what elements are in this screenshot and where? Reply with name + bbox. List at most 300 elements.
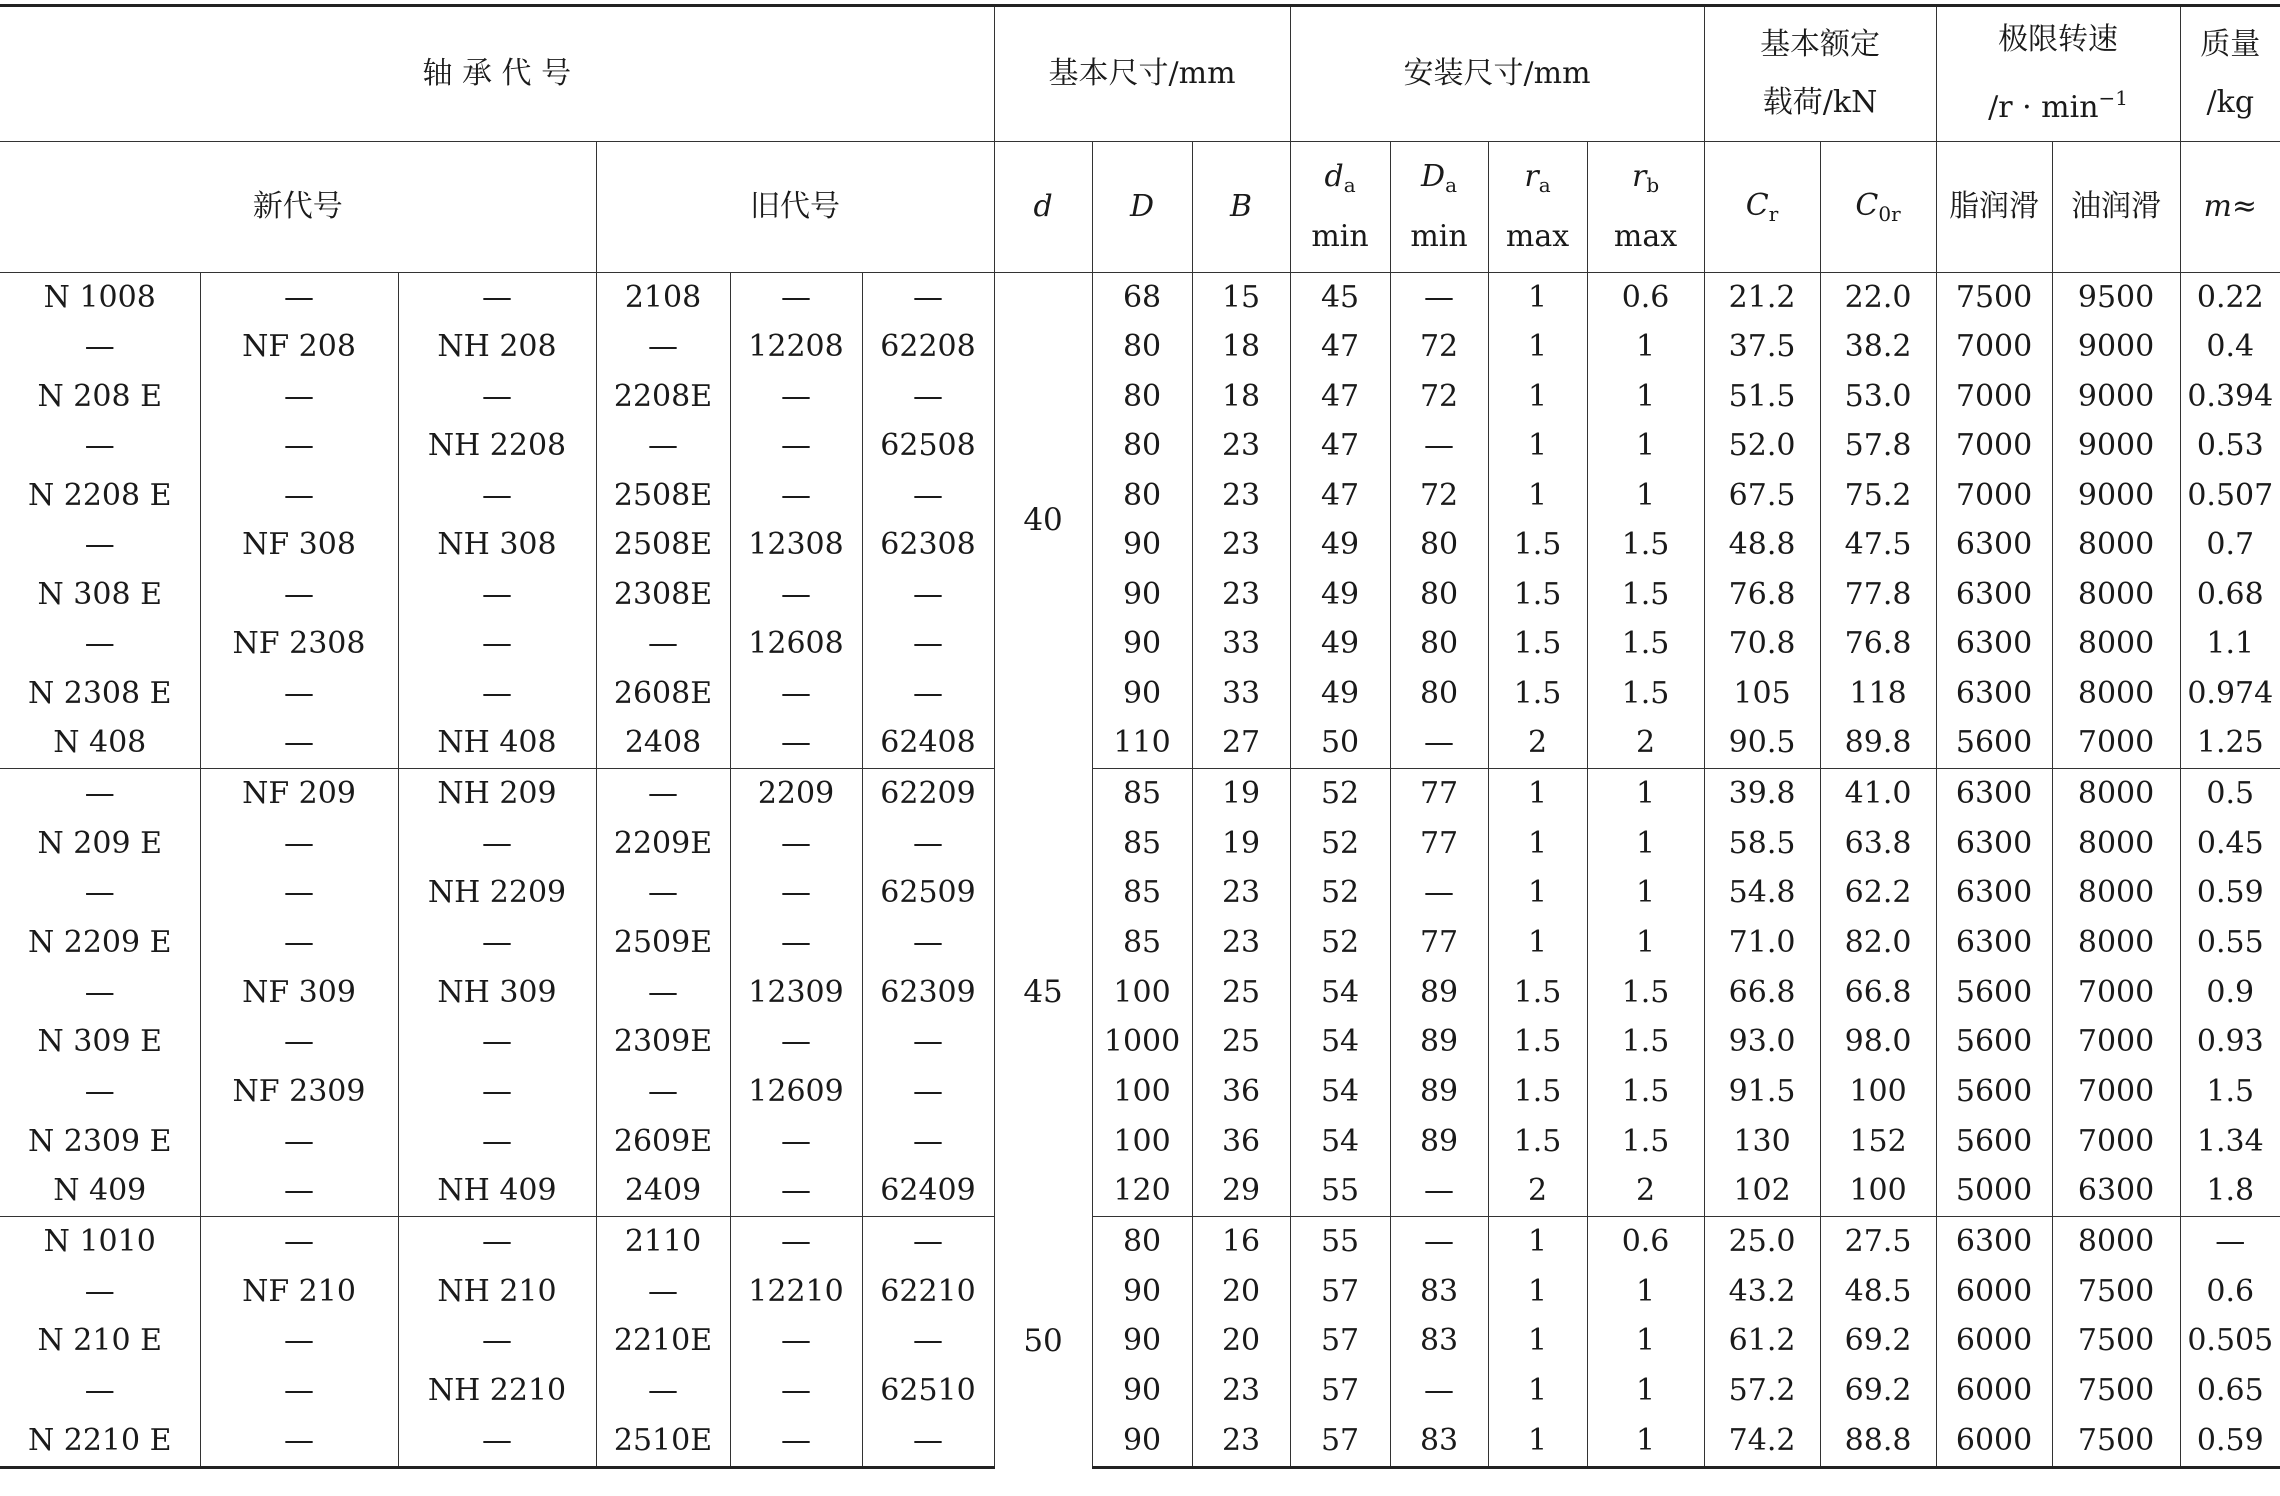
cell-ra: 1 xyxy=(1488,1416,1587,1467)
cell-Cr: 57.2 xyxy=(1704,1366,1820,1416)
cell-da: 57 xyxy=(1290,1366,1390,1416)
cell-grease-speed: 7000 xyxy=(1936,323,2052,373)
cell-new-code-nh: — xyxy=(398,1117,596,1167)
cell-old-code-c: — xyxy=(862,1067,994,1117)
cell-mass: 0.68 xyxy=(2180,570,2280,620)
cell-Cr: 130 xyxy=(1704,1117,1820,1167)
cell-new-code-nh: — xyxy=(398,1317,596,1367)
cell-Da: 83 xyxy=(1390,1317,1488,1367)
cell-Cr: 93.0 xyxy=(1704,1017,1820,1067)
cell-C0r: 48.5 xyxy=(1820,1267,1936,1317)
cell-Da: 89 xyxy=(1390,968,1488,1018)
cell-old-code-c: 62508 xyxy=(862,422,994,472)
cell-D: 80 xyxy=(1092,422,1192,472)
cell-new-code-n: — xyxy=(84,1073,115,1109)
cell-ra: 1.5 xyxy=(1488,1017,1587,1067)
cell-old-code-a: 2509E xyxy=(596,918,730,968)
cell-Cr: 43.2 xyxy=(1704,1267,1820,1317)
cell-rb: 1.5 xyxy=(1587,968,1704,1018)
cell-old-code-c: 62309 xyxy=(862,968,994,1018)
cell-old-code-c: — xyxy=(862,1317,994,1367)
cell-mass: 0.9 xyxy=(2180,968,2280,1018)
cell-old-code-b: — xyxy=(730,372,862,422)
bearing-table xyxy=(0,4,2280,1469)
cell-rb: 1.5 xyxy=(1587,1067,1704,1117)
cell-C0r: 63.8 xyxy=(1820,819,1936,869)
cell-new-code-n: — xyxy=(84,626,115,662)
cell-d: 45 xyxy=(994,769,1092,1217)
cell-oil-speed: 7500 xyxy=(2052,1267,2180,1317)
header-Da-min: $D_a$ min xyxy=(1390,142,1488,273)
cell-new-code-nf: NF 2309 xyxy=(200,1067,398,1117)
cell-old-code-c: — xyxy=(862,918,994,968)
cell-Da: — xyxy=(1390,1217,1488,1267)
cell-old-code-c: — xyxy=(862,1117,994,1167)
cell-C0r: 69.2 xyxy=(1820,1366,1936,1416)
cell-oil-speed: 7000 xyxy=(2052,968,2180,1018)
cell-old-code-c: — xyxy=(862,570,994,620)
cell-D: 100 xyxy=(1092,968,1192,1018)
cell-ra: 1.5 xyxy=(1488,968,1587,1018)
cell-old-code-a: 2308E xyxy=(596,570,730,620)
cell-B: 19 xyxy=(1192,819,1290,869)
cell-old-code-a: 2409 xyxy=(596,1167,730,1217)
cell-Cr: 66.8 xyxy=(1704,968,1820,1018)
cell-mass: 0.45 xyxy=(2180,819,2280,869)
cell-rb: 1.5 xyxy=(1587,1117,1704,1167)
cell-old-code-c: — xyxy=(862,1416,994,1467)
cell-Da: 72 xyxy=(1390,323,1488,373)
cell-Da: 72 xyxy=(1390,471,1488,521)
cell-rb: 1 xyxy=(1587,1416,1704,1467)
cell-new-code-nh: — xyxy=(398,1017,596,1067)
cell-ra: 2 xyxy=(1488,1167,1587,1217)
cell-mass: 1.1 xyxy=(2180,620,2280,670)
cell-rb: 1 xyxy=(1587,918,1704,968)
cell-C0r: 62.2 xyxy=(1820,868,1936,918)
cell-old-code-a: 2408 xyxy=(596,719,730,769)
cell-D: 85 xyxy=(1092,819,1192,869)
cell-grease-speed: 6300 xyxy=(1936,669,2052,719)
cell-oil-speed: 8000 xyxy=(2052,819,2180,869)
cell-grease-speed: 6300 xyxy=(1936,620,2052,670)
cell-old-code-c: 62210 xyxy=(862,1267,994,1317)
table-row xyxy=(0,422,2280,472)
cell-da: 45 xyxy=(1290,273,1390,323)
cell-Cr: 67.5 xyxy=(1704,471,1820,521)
cell-mass: 0.55 xyxy=(2180,918,2280,968)
cell-Cr: 91.5 xyxy=(1704,1067,1820,1117)
cell-D: 1000 xyxy=(1092,1017,1192,1067)
cell-Da: 89 xyxy=(1390,1117,1488,1167)
cell-Cr: 37.5 xyxy=(1704,323,1820,373)
cell-mass: — xyxy=(2180,1217,2280,1267)
cell-da: 49 xyxy=(1290,570,1390,620)
cell-D: 85 xyxy=(1092,769,1192,819)
cell-da: 54 xyxy=(1290,1067,1390,1117)
cell-new-code-nh: NH 209 xyxy=(398,769,596,819)
cell-ra: 1.5 xyxy=(1488,1067,1587,1117)
cell-Da: 72 xyxy=(1390,372,1488,422)
cell-da: 52 xyxy=(1290,918,1390,968)
cell-new-code-nh: NH 2209 xyxy=(398,868,596,918)
cell-new-code-nf: — xyxy=(200,471,398,521)
cell-grease-speed: 5600 xyxy=(1936,1067,2052,1117)
cell-mass: 0.505 xyxy=(2180,1317,2280,1367)
cell-B: 29 xyxy=(1192,1167,1290,1217)
cell-mass: 1.8 xyxy=(2180,1167,2280,1217)
cell-new-code-nf: — xyxy=(200,1167,398,1217)
cell-grease-speed: 6300 xyxy=(1936,570,2052,620)
cell-grease-speed: 5600 xyxy=(1936,1117,2052,1167)
cell-Da: 77 xyxy=(1390,819,1488,869)
cell-B: 36 xyxy=(1192,1067,1290,1117)
cell-D: 80 xyxy=(1092,372,1192,422)
cell-C0r: 100 xyxy=(1820,1167,1936,1217)
cell-old-code-b: 12308 xyxy=(730,521,862,571)
cell-oil-speed: 8000 xyxy=(2052,521,2180,571)
table-row xyxy=(0,1366,2280,1416)
cell-C0r: 41.0 xyxy=(1820,769,1936,819)
bearing-table-container xyxy=(0,4,2280,1469)
cell-oil-speed: 9000 xyxy=(2052,471,2180,521)
cell-old-code-c: — xyxy=(862,471,994,521)
cell-Cr: 54.8 xyxy=(1704,868,1820,918)
cell-new-code-n: N 208 E xyxy=(37,378,162,414)
cell-C0r: 98.0 xyxy=(1820,1017,1936,1067)
cell-rb: 2 xyxy=(1587,1167,1704,1217)
cell-C0r: 118 xyxy=(1820,669,1936,719)
cell-grease-speed: 6300 xyxy=(1936,868,2052,918)
cell-B: 15 xyxy=(1192,273,1290,323)
cell-Cr: 52.0 xyxy=(1704,422,1820,472)
cell-old-code-a: — xyxy=(596,1067,730,1117)
cell-Cr: 39.8 xyxy=(1704,769,1820,819)
header-rated-load: 基本额定 载荷/kN xyxy=(1704,6,1936,142)
cell-grease-speed: 6000 xyxy=(1936,1366,2052,1416)
table-row xyxy=(0,273,2280,323)
cell-new-code-nh: NH 309 xyxy=(398,968,596,1018)
cell-rb: 1.5 xyxy=(1587,1017,1704,1067)
cell-B: 23 xyxy=(1192,868,1290,918)
cell-new-code-nf: — xyxy=(200,819,398,869)
cell-Cr: 90.5 xyxy=(1704,719,1820,769)
cell-old-code-a: — xyxy=(596,1366,730,1416)
cell-old-code-a: — xyxy=(596,1267,730,1317)
cell-oil-speed: 9000 xyxy=(2052,372,2180,422)
header-da-min: $d_a$ min xyxy=(1290,142,1390,273)
cell-ra: 1 xyxy=(1488,1366,1587,1416)
cell-Cr: 25.0 xyxy=(1704,1217,1820,1267)
cell-new-code-nf: — xyxy=(200,1416,398,1467)
cell-old-code-a: — xyxy=(596,422,730,472)
cell-old-code-c: 62209 xyxy=(862,769,994,819)
cell-new-code-n: — xyxy=(84,974,115,1010)
cell-da: 55 xyxy=(1290,1167,1390,1217)
cell-old-code-a: 2210E xyxy=(596,1317,730,1367)
cell-mass: 1.34 xyxy=(2180,1117,2280,1167)
cell-C0r: 77.8 xyxy=(1820,570,1936,620)
cell-D: 100 xyxy=(1092,1117,1192,1167)
cell-D: 85 xyxy=(1092,918,1192,968)
cell-ra: 1 xyxy=(1488,372,1587,422)
cell-old-code-a: 2208E xyxy=(596,372,730,422)
cell-ra: 1.5 xyxy=(1488,620,1587,670)
cell-oil-speed: 7500 xyxy=(2052,1416,2180,1467)
cell-D: 80 xyxy=(1092,1217,1192,1267)
cell-old-code-a: 2508E xyxy=(596,471,730,521)
cell-grease-speed: 6000 xyxy=(1936,1416,2052,1467)
cell-old-code-a: — xyxy=(596,323,730,373)
cell-new-code-nh: — xyxy=(398,1416,596,1467)
cell-grease-speed: 6300 xyxy=(1936,1217,2052,1267)
cell-Da: 80 xyxy=(1390,620,1488,670)
cell-grease-speed: 6300 xyxy=(1936,521,2052,571)
cell-da: 47 xyxy=(1290,323,1390,373)
cell-da: 57 xyxy=(1290,1267,1390,1317)
header-new-code: 新代号 xyxy=(0,142,596,273)
cell-rb: 1 xyxy=(1587,372,1704,422)
cell-Da: 80 xyxy=(1390,521,1488,571)
cell-ra: 1.5 xyxy=(1488,570,1587,620)
cell-old-code-b: — xyxy=(730,1217,862,1267)
table-row xyxy=(0,570,2280,620)
table-group-40 xyxy=(0,273,2280,769)
cell-new-code-nh: NH 308 xyxy=(398,521,596,571)
cell-new-code-nh: NH 208 xyxy=(398,323,596,373)
cell-Da: 89 xyxy=(1390,1017,1488,1067)
header-mass: 质量 /kg xyxy=(2180,6,2280,142)
cell-C0r: 22.0 xyxy=(1820,273,1936,323)
cell-Da: — xyxy=(1390,1167,1488,1217)
cell-oil-speed: 9500 xyxy=(2052,273,2180,323)
cell-da: 52 xyxy=(1290,769,1390,819)
cell-mass: 0.4 xyxy=(2180,323,2280,373)
header-limit-speed: 极限转速 $/r \cdot \min^{-1}$ xyxy=(1936,6,2180,142)
cell-B: 36 xyxy=(1192,1117,1290,1167)
cell-new-code-nf: — xyxy=(200,273,398,323)
cell-old-code-a: 2209E xyxy=(596,819,730,869)
cell-new-code-nh: — xyxy=(398,1217,596,1267)
cell-Cr: 51.5 xyxy=(1704,372,1820,422)
cell-oil-speed: 7500 xyxy=(2052,1366,2180,1416)
table-row xyxy=(0,1067,2280,1117)
cell-ra: 1 xyxy=(1488,1317,1587,1367)
cell-new-code-nf: — xyxy=(200,918,398,968)
cell-ra: 1 xyxy=(1488,273,1587,323)
cell-new-code-nh: NH 409 xyxy=(398,1167,596,1217)
table-group-50 xyxy=(0,1217,2280,1467)
cell-old-code-b: — xyxy=(730,1017,862,1067)
cell-old-code-b: — xyxy=(730,1416,862,1467)
cell-rb: 1 xyxy=(1587,471,1704,521)
cell-C0r: 57.8 xyxy=(1820,422,1936,472)
header-Cr: $C_r$ xyxy=(1704,142,1820,273)
cell-C0r: 75.2 xyxy=(1820,471,1936,521)
cell-Cr: 74.2 xyxy=(1704,1416,1820,1467)
cell-old-code-c: 62509 xyxy=(862,868,994,918)
cell-rb: 1 xyxy=(1587,323,1704,373)
cell-old-code-a: 2309E xyxy=(596,1017,730,1067)
cell-old-code-b: — xyxy=(730,422,862,472)
cell-old-code-a: — xyxy=(596,968,730,1018)
cell-old-code-c: 62409 xyxy=(862,1167,994,1217)
cell-new-code-nh: — xyxy=(398,918,596,968)
cell-ra: 1 xyxy=(1488,918,1587,968)
cell-B: 18 xyxy=(1192,323,1290,373)
cell-B: 23 xyxy=(1192,471,1290,521)
cell-mass: 0.65 xyxy=(2180,1366,2280,1416)
cell-new-code-n: N 2209 E xyxy=(27,924,172,960)
cell-da: 47 xyxy=(1290,372,1390,422)
cell-B: 20 xyxy=(1192,1267,1290,1317)
cell-rb: 0.6 xyxy=(1587,273,1704,323)
cell-old-code-b: — xyxy=(730,1167,862,1217)
cell-da: 54 xyxy=(1290,1017,1390,1067)
cell-new-code-nh: — xyxy=(398,1067,596,1117)
cell-grease-speed: 5600 xyxy=(1936,1017,2052,1067)
cell-D: 90 xyxy=(1092,570,1192,620)
cell-old-code-b: — xyxy=(730,273,862,323)
cell-new-code-nf: — xyxy=(200,1117,398,1167)
cell-C0r: 100 xyxy=(1820,1067,1936,1117)
cell-ra: 1 xyxy=(1488,1217,1587,1267)
cell-old-code-a: — xyxy=(596,620,730,670)
cell-mass: 0.974 xyxy=(2180,669,2280,719)
cell-oil-speed: 7000 xyxy=(2052,1067,2180,1117)
cell-rb: 1 xyxy=(1587,769,1704,819)
cell-Da: — xyxy=(1390,422,1488,472)
cell-oil-speed: 8000 xyxy=(2052,918,2180,968)
cell-new-code-n: N 309 E xyxy=(37,1024,162,1060)
cell-grease-speed: 7000 xyxy=(1936,422,2052,472)
cell-d: 40 xyxy=(994,273,1092,769)
cell-Da: 77 xyxy=(1390,918,1488,968)
cell-D: 90 xyxy=(1092,620,1192,670)
cell-oil-speed: 8000 xyxy=(2052,620,2180,670)
cell-Cr: 105 xyxy=(1704,669,1820,719)
cell-old-code-a: — xyxy=(596,769,730,819)
cell-old-code-b: 12210 xyxy=(730,1267,862,1317)
cell-new-code-nh: NH 408 xyxy=(398,719,596,769)
cell-B: 23 xyxy=(1192,1366,1290,1416)
header-D: D xyxy=(1092,142,1192,273)
header-rb-max: $r_b$ max xyxy=(1587,142,1704,273)
cell-B: 19 xyxy=(1192,769,1290,819)
cell-B: 23 xyxy=(1192,570,1290,620)
cell-oil-speed: 7500 xyxy=(2052,1317,2180,1367)
cell-new-code-nh: NH 2208 xyxy=(398,422,596,472)
cell-oil-speed: 7000 xyxy=(2052,1017,2180,1067)
cell-B: 33 xyxy=(1192,669,1290,719)
cell-old-code-b: — xyxy=(730,868,862,918)
cell-rb: 0.6 xyxy=(1587,1217,1704,1267)
cell-rb: 1 xyxy=(1587,1267,1704,1317)
cell-new-code-nh: — xyxy=(398,669,596,719)
table-row xyxy=(0,620,2280,670)
header-oil: 油润滑 xyxy=(2052,142,2180,273)
cell-ra: 1.5 xyxy=(1488,521,1587,571)
cell-C0r: 152 xyxy=(1820,1117,1936,1167)
header-d: d xyxy=(994,142,1092,273)
cell-da: 47 xyxy=(1290,422,1390,472)
cell-mass: 0.22 xyxy=(2180,273,2280,323)
cell-old-code-b: 12609 xyxy=(730,1067,862,1117)
cell-da: 47 xyxy=(1290,471,1390,521)
cell-ra: 1 xyxy=(1488,323,1587,373)
cell-new-code-nh: — xyxy=(398,471,596,521)
cell-new-code-n: — xyxy=(84,329,115,365)
cell-old-code-a: 2110 xyxy=(596,1217,730,1267)
cell-mass: 0.93 xyxy=(2180,1017,2280,1067)
cell-da: 52 xyxy=(1290,868,1390,918)
cell-new-code-n: N 408 xyxy=(0,719,200,769)
cell-new-code-n: N 409 xyxy=(0,1167,200,1217)
cell-old-code-c: — xyxy=(862,1017,994,1067)
cell-D: 90 xyxy=(1092,521,1192,571)
cell-D: 90 xyxy=(1092,1416,1192,1467)
cell-B: 20 xyxy=(1192,1317,1290,1367)
header-old-code: 旧代号 xyxy=(596,142,994,273)
cell-Da: — xyxy=(1390,719,1488,769)
cell-old-code-c: — xyxy=(862,669,994,719)
cell-ra: 1 xyxy=(1488,819,1587,869)
cell-Cr: 71.0 xyxy=(1704,918,1820,968)
cell-mass: 0.6 xyxy=(2180,1267,2280,1317)
table-group-45 xyxy=(0,769,2280,1217)
cell-new-code-n: — xyxy=(84,527,115,563)
cell-old-code-b: — xyxy=(730,471,862,521)
cell-Cr: 102 xyxy=(1704,1167,1820,1217)
cell-C0r: 47.5 xyxy=(1820,521,1936,571)
cell-new-code-nf: — xyxy=(200,570,398,620)
cell-da: 49 xyxy=(1290,521,1390,571)
cell-old-code-a: 2508E xyxy=(596,521,730,571)
table-row xyxy=(0,1416,2280,1467)
cell-D: 120 xyxy=(1092,1167,1192,1217)
cell-old-code-a: 2608E xyxy=(596,669,730,719)
cell-D: 100 xyxy=(1092,1067,1192,1117)
cell-grease-speed: 7000 xyxy=(1936,471,2052,521)
cell-old-code-c: — xyxy=(862,620,994,670)
cell-C0r: 88.8 xyxy=(1820,1416,1936,1467)
cell-mass: 1.5 xyxy=(2180,1067,2280,1117)
cell-ra: 1 xyxy=(1488,868,1587,918)
cell-old-code-b: — xyxy=(730,1366,862,1416)
cell-B: 16 xyxy=(1192,1217,1290,1267)
cell-Da: 77 xyxy=(1390,769,1488,819)
cell-B: 23 xyxy=(1192,521,1290,571)
cell-old-code-b: 12208 xyxy=(730,323,862,373)
cell-new-code-n: N 308 E xyxy=(37,576,162,612)
cell-old-code-a: 2609E xyxy=(596,1117,730,1167)
cell-mass: 0.59 xyxy=(2180,1416,2280,1467)
cell-ra: 1.5 xyxy=(1488,669,1587,719)
cell-oil-speed: 8000 xyxy=(2052,669,2180,719)
cell-grease-speed: 6000 xyxy=(1936,1317,2052,1367)
cell-old-code-b: — xyxy=(730,570,862,620)
cell-Da: 83 xyxy=(1390,1416,1488,1467)
cell-new-code-nh: — xyxy=(398,372,596,422)
table-row xyxy=(0,1267,2280,1317)
cell-C0r: 38.2 xyxy=(1820,323,1936,373)
cell-new-code-nf: — xyxy=(200,1317,398,1367)
cell-mass: 0.394 xyxy=(2180,372,2280,422)
cell-Da: 83 xyxy=(1390,1267,1488,1317)
cell-old-code-b: 12309 xyxy=(730,968,862,1018)
cell-oil-speed: 8000 xyxy=(2052,868,2180,918)
cell-new-code-nf: NF 210 xyxy=(200,1267,398,1317)
